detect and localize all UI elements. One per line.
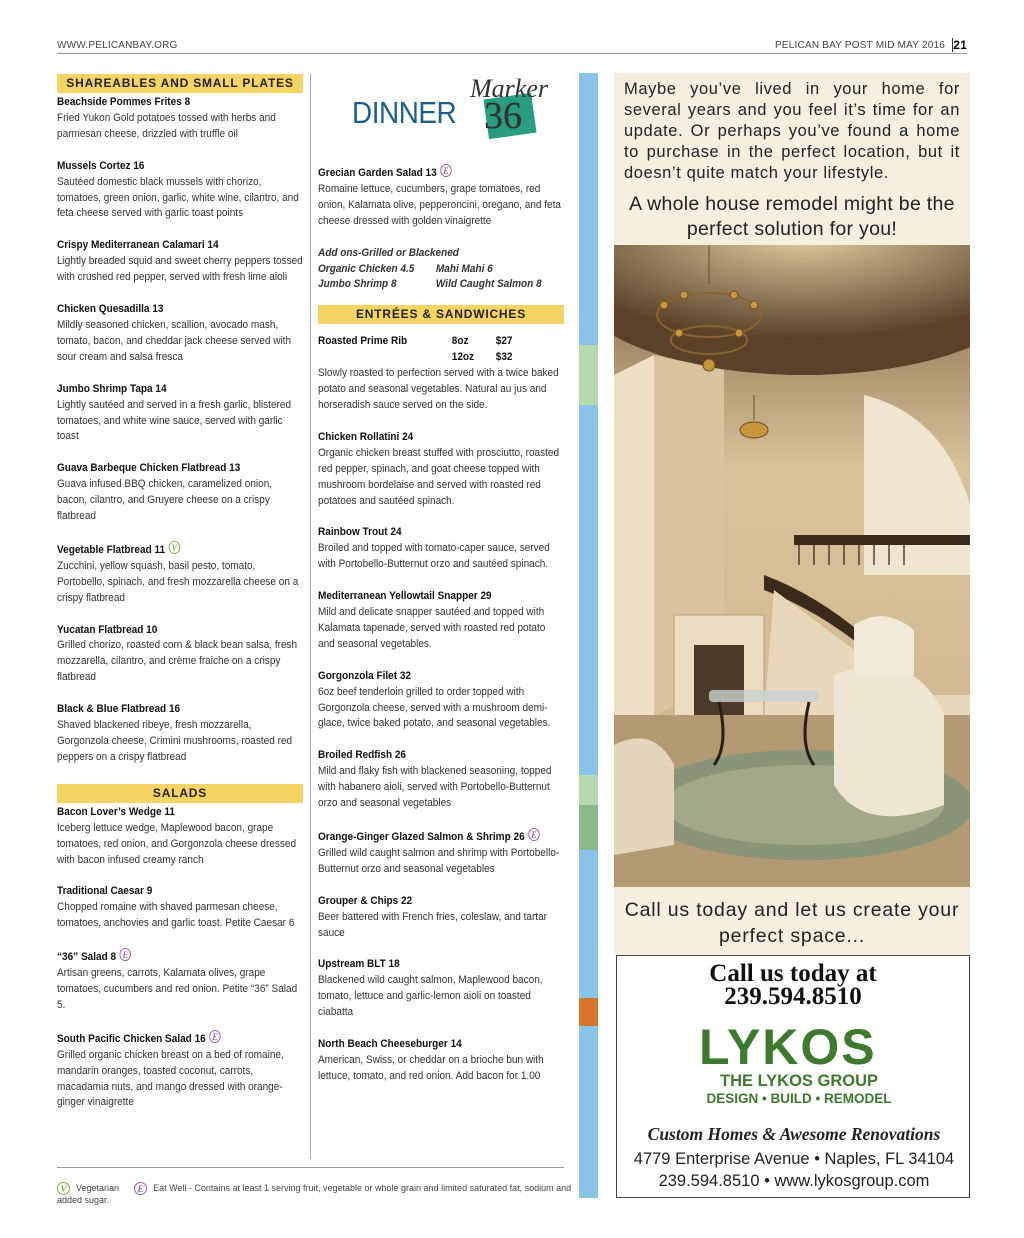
menu-item-prime-rib — [318, 334, 564, 414]
item-name: Traditional Caesar 9 — [57, 885, 153, 898]
footer-rule — [57, 1167, 564, 1168]
lykos-advertisement — [614, 73, 970, 1198]
item-name: Grecian Garden Salad 13 E — [318, 164, 564, 182]
item-desc: Organic chicken breast stuffed with prosciutto, roasted red pepper, spinach, and goat cheese topped with mushroom bordelaise and served with roasted red potatoes and sautéed spinach. — [318, 446, 560, 507]
publication-issue: PELICAN BAY POST MID MAY 2016 — [775, 40, 945, 51]
lykos-contact[interactable]: 239.594.8510 • www.lykosgroup.com — [658, 1172, 930, 1190]
color-strip — [579, 805, 598, 850]
entrees-list — [318, 430, 564, 1085]
item-name: Upstream BLT 18 — [318, 958, 400, 971]
item-desc: Artisan greens, carrots, Kalamata olives, grape tomatoes, cucumbers and red onion. Petite “36” Salad 5. — [57, 967, 298, 1011]
addon-shrimp: Jumbo Shrimp 8 — [318, 278, 397, 291]
menu-item — [57, 159, 303, 223]
addon-chicken: Organic Chicken 4.5 — [318, 262, 415, 275]
item-desc: Grilled wild caught salmon and shrimp with Portobello-Butternut orzo and seasonal vegetables — [318, 846, 560, 875]
item-desc: Grilled chorizo, roasted corn & black bean salsa, fresh mozzarella, cilantro, and crème fraiche on a crispy flatbread — [57, 639, 298, 684]
lykos-logo — [699, 1019, 899, 1112]
lykos-contact-box — [616, 955, 970, 1198]
menu-item — [57, 461, 303, 525]
ad-tagline: A whole house remodel might be the perfect solution for you! — [629, 193, 955, 240]
item-desc: Grilled organic chicken breast on a bed of romaine, mandarin oranges, toasted coconut, carrots, macadamia nuts, and mango dressed with orange-ginger vinaigrette — [57, 1048, 284, 1109]
menu-item — [318, 957, 564, 1021]
ad-intro-panel — [614, 73, 970, 245]
item-desc: Mild and flaky fish with blackened seasoning, topped with habanero aioli, served with Portobello-Butternut orzo and seasonal vegetables — [318, 765, 552, 810]
eat-well-icon: E — [209, 1030, 220, 1043]
item-name: Jumbo Shrimp Tapa 14 — [57, 382, 167, 395]
item-name: Vegetable Flatbread 11 V — [57, 541, 303, 559]
color-strip — [579, 405, 598, 775]
lykos-group-name: THE LYKOS GROUP — [720, 1072, 878, 1090]
menu-item — [318, 1037, 564, 1085]
menu-item — [318, 828, 564, 878]
item-name: Yucatan Flatbread 10 — [57, 623, 158, 636]
size-12oz: 12oz — [451, 351, 475, 364]
item-desc: Blackened wild caught salmon, Maplewood bacon, tomato, lettuce and garlic-lemon aioli on toasted ciabatta — [318, 974, 543, 1019]
menu-item — [57, 382, 303, 446]
item-desc: Lightly sautéed and served in a fresh garlic, blistered tomatoes, and white wine sauce, served with garlic toast — [57, 398, 292, 443]
dinner-title: DINNER — [352, 95, 457, 130]
item-name: Gorgonzola Filet 32 — [318, 669, 412, 682]
item-desc: American, Swiss, or cheddar on a brioche bun with lettuce, tomato, and red onion. Add bacon for 1.00 — [318, 1053, 544, 1082]
item-name: Orange-Ginger Glazed Salmon & Shrimp 26 E — [318, 828, 564, 846]
item-name: Grouper & Chips 22 — [318, 894, 413, 907]
color-strip — [579, 775, 598, 805]
item-name: Guava Barbeque Chicken Flatbread 13 — [57, 462, 241, 475]
eat-well-icon: E — [120, 948, 131, 961]
call-phone[interactable]: 239.594.8510 — [724, 983, 862, 1010]
legend-vegetarian: Vegetarian — [76, 1182, 120, 1193]
item-desc: Guava infused BBQ chicken, caramelized onion, bacon, cilantro, and Gruyere cheese on a crispy flatbread — [57, 478, 273, 523]
left-menu-column — [57, 74, 303, 1111]
color-strip — [579, 850, 598, 998]
item-desc: Broiled and topped with tomato-caper sauce, served with Portobello-Butternut orzo and sautéed spinach. — [318, 542, 550, 571]
item-name: Rainbow Trout 24 — [318, 526, 402, 539]
item-desc: Chopped romaine with shaved parmesan cheese, tomatoes, anchovies and garlic toast. Petite Caesar 6 — [57, 901, 295, 930]
section-heading-salads: SALADS — [57, 784, 303, 803]
ad-intro-text: Maybe you’ve lived in your home for several years and you feel it’s time for an update. Or perhaps you’ve found a home to purchase in the perfect location, but it doesn’t quite match your lifestyle. — [624, 80, 960, 182]
ad-call-panel — [614, 887, 970, 955]
menu-item — [318, 164, 564, 230]
header-rule — [57, 53, 967, 54]
interior-photo — [614, 245, 970, 887]
lykos-wordmark: LYKOS — [699, 1019, 877, 1075]
ad-call-text: Call us today and let us create your perfect space... — [624, 899, 960, 947]
menu-item — [57, 805, 303, 869]
color-strip — [579, 345, 598, 405]
menu-item — [318, 589, 564, 653]
menu-item — [57, 302, 303, 366]
menu-item — [57, 948, 303, 1014]
item-name: Chicken Quesadilla 13 — [57, 303, 164, 316]
logo-script: Marker — [470, 74, 548, 103]
color-strip — [579, 73, 598, 345]
color-strip — [579, 1026, 598, 1198]
mid-menu-column — [318, 164, 564, 1085]
item-name: Broiled Redfish 26 — [318, 749, 407, 762]
item-name: Bacon Lover’s Wedge 11 — [57, 805, 175, 818]
item-name: Black & Blue Flatbread 16 — [57, 703, 181, 716]
section-heading-entrees: ENTRÉES & SANDWICHES — [318, 305, 564, 324]
item-desc: Romaine lettuce, cucumbers, grape tomatoes, red onion, Kalamata olive, pepperoncini, oregano, and feta cheese dressed with golden vinaigrette — [318, 182, 561, 227]
addons-title: Add ons-Grilled or Blackened — [318, 246, 459, 259]
item-desc: Beer battered with French fries, coleslaw, and tartar sauce — [318, 910, 547, 939]
menu-item — [57, 541, 303, 607]
item-desc: Zucchini, yellow squash, basil pesto, tomato, Portobello, spinach, and fresh mozzarella cheese on a crispy flatbread — [57, 559, 299, 604]
item-name: “36” Salad 8 E — [57, 948, 303, 966]
lykos-slogan: Custom Homes & Awesome Renovations — [647, 1124, 941, 1144]
marker-36-logo — [468, 76, 560, 146]
menu-item — [318, 894, 564, 942]
item-desc: Fried Yukon Gold potatoes tossed with herbs and parmesan cheese, drizzled with truffle oil — [57, 111, 276, 140]
eat-well-icon: E — [528, 828, 539, 841]
item-desc: Mildly seasoned chicken, scallion, avocado mash, tomato, bacon, and cheddar jack cheese served with sour cream and salsa fresca — [57, 318, 292, 363]
menu-item — [318, 525, 564, 573]
item-name: Chicken Rollatini 24 — [318, 430, 414, 443]
vegetarian-icon: V — [57, 1182, 70, 1195]
page-number: 21 — [953, 38, 967, 52]
item-desc: Lightly breaded squid and sweet cherry peppers tossed with crushed red pepper, served with fresh lime aioli — [57, 255, 303, 284]
size-8oz: 8oz — [451, 335, 469, 348]
lykos-address: 4779 Enterprise Avenue • Naples, FL 34104 239.594.8510 • www.lykosgroup.com — [617, 1148, 971, 1192]
living-room-illustration — [614, 245, 970, 887]
menu-item — [318, 748, 564, 812]
menu-item — [318, 669, 564, 733]
addons-block — [318, 246, 564, 294]
legend — [57, 1182, 577, 1205]
menu-item — [57, 623, 303, 687]
price-12oz: $32 — [495, 351, 513, 364]
menu-item — [57, 1030, 303, 1112]
item-name: South Pacific Chicken Salad 16 E — [57, 1030, 303, 1048]
site-url[interactable]: WWW.PELICANBAY.ORG — [57, 40, 178, 51]
eat-well-icon: E — [134, 1182, 147, 1195]
addon-mahi: Mahi Mahi 6 — [435, 262, 493, 275]
item-desc: Sautéed domestic black mussels with chorizo, tomatoes, green onion, garlic, white wine, cilantro, and feta cheese served with garlic toast points — [57, 175, 299, 220]
item-name: Beachside Pommes Frites 8 — [57, 96, 191, 108]
menu-item — [318, 430, 564, 510]
item-name: North Beach Cheeseburger 14 — [318, 1038, 462, 1051]
color-strip — [579, 998, 598, 1026]
item-desc: 6oz beef tenderloin grilled to order topped with Gorgonzola cheese, served with a mushroom demi-glace, twice baked potato, and seasonal vegetables. — [318, 685, 551, 730]
vegetarian-icon: V — [169, 541, 180, 554]
logo-number: 36 — [484, 95, 522, 137]
column-divider — [310, 74, 311, 1159]
addon-salmon: Wild Caught Salmon 8 — [435, 278, 542, 291]
item-desc: Mild and delicate snapper sautéed and topped with Kalamata tapenade, served with roasted red potato and seasonal vegetables. — [318, 606, 546, 650]
shareables-list — [57, 95, 303, 766]
price-8oz: $27 — [495, 335, 513, 348]
item-name: Mediterranean Yellowtail Snapper 29 — [318, 590, 492, 603]
item-desc: Slowly roasted to perfection served with a twice baked potato and seasonal vegetables. Natural au jus and horseradish sauce served on the side. — [318, 367, 559, 411]
lykos-services: DESIGN • BUILD • REMODEL — [706, 1091, 892, 1106]
section-heading-shareables: SHAREABLES AND SMALL PLATES — [57, 74, 303, 93]
eat-well-icon: E — [440, 164, 451, 177]
menu-item — [57, 238, 303, 286]
item-name: Crispy Mediterranean Calamari 14 — [57, 239, 219, 252]
menu-item — [57, 884, 303, 932]
item-desc: Iceberg lettuce wedge, Maplewood bacon, grape tomatoes, red onion, and Gorgonzola cheese dressed with bacon infused creamy ranch — [57, 821, 297, 866]
menu-item — [57, 95, 303, 143]
call-us-heading: Call us today at 239.594.8510 — [617, 962, 969, 1008]
item-name: Mussels Cortez 16 — [57, 159, 145, 172]
item-name: Roasted Prime Rib — [318, 335, 408, 348]
menu-item — [57, 702, 303, 766]
legend-eat-well: Eat Well - Contains at least 1 serving fruit, vegetable or whole grain and limited saturated fat, sodium and added sugar. — [57, 1182, 572, 1205]
salads-list — [57, 805, 303, 1112]
item-desc: Shaved blackened ribeye, fresh mozzarella, Gorgonzola cheese, Crimini mushrooms, roasted red peppers on a crispy flatbread — [57, 719, 293, 763]
